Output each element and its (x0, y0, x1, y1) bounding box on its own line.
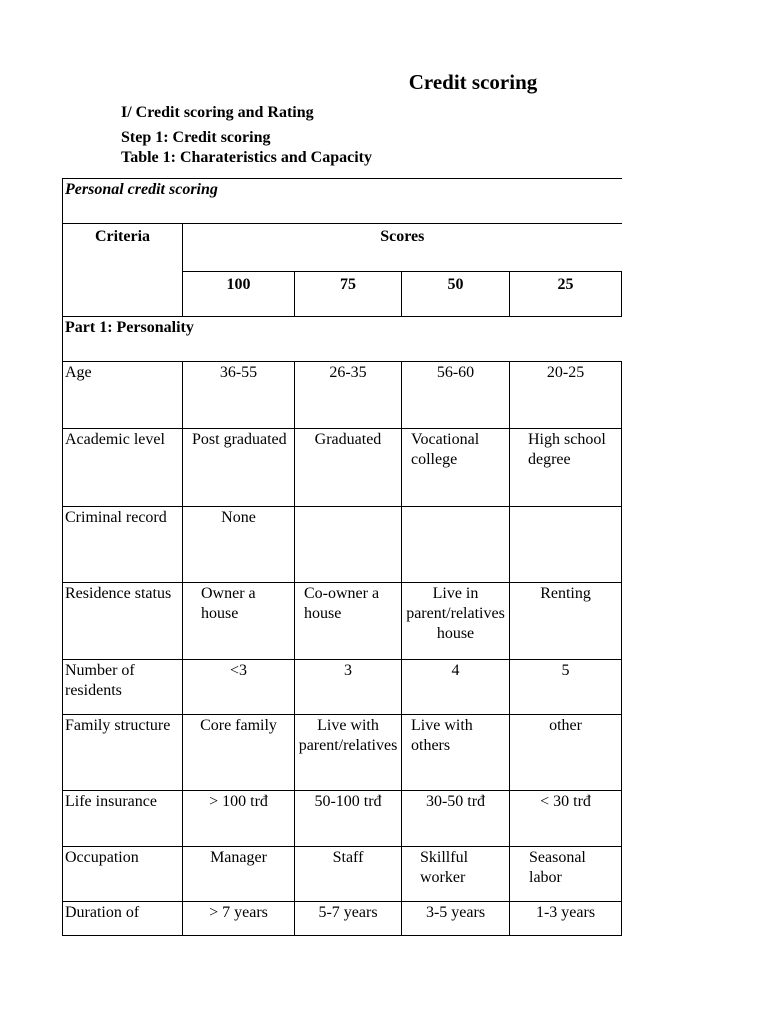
score-cell: > 7 years (183, 902, 295, 936)
table-row (63, 429, 622, 507)
table-header-row (63, 224, 622, 272)
part-title-row (63, 317, 622, 362)
score-cell (510, 507, 622, 583)
score-cell: None (183, 507, 295, 583)
table-row (63, 791, 622, 847)
score-cell: 26-35 (295, 362, 402, 429)
table-row (63, 362, 622, 429)
score-level-cell: 100 (183, 272, 295, 317)
score-cell: 50-100 trđ (295, 791, 402, 847)
score-cell (402, 507, 510, 583)
score-cell: 30-50 trđ (402, 791, 510, 847)
score-cell: Seasonal labor (510, 847, 622, 902)
score-cell: Owner a house (183, 583, 295, 660)
criterion-cell: Occupation (63, 847, 183, 902)
part-title-cell: Part 1: Personality (63, 317, 622, 362)
table-row (63, 660, 622, 715)
criterion-cell: Duration of (63, 902, 183, 936)
criterion-cell: Number of residents (63, 660, 183, 715)
score-cell: Vocational college (402, 429, 510, 507)
score-cell: < 30 trđ (510, 791, 622, 847)
score-cell: 36-55 (183, 362, 295, 429)
score-cell: Manager (183, 847, 295, 902)
score-cell: Live in parent/relatives house (402, 583, 510, 660)
score-cell: Renting (510, 583, 622, 660)
criterion-cell: Family structure (63, 715, 183, 791)
table-row (63, 715, 622, 791)
score-cell (295, 507, 402, 583)
criterion-cell: Life insurance (63, 791, 183, 847)
score-cell: > 100 trđ (183, 791, 295, 847)
table-row (63, 847, 622, 902)
criteria-header-cell: Criteria (63, 224, 183, 317)
table-row (63, 902, 622, 936)
score-cell: High school degree (510, 429, 622, 507)
table-row (63, 507, 622, 583)
table-row (63, 583, 622, 660)
score-cell: other (510, 715, 622, 791)
score-cell: 5 (510, 660, 622, 715)
table-section-row (63, 179, 622, 224)
score-cell: Live with others (402, 715, 510, 791)
score-cell: 5-7 years (295, 902, 402, 936)
score-level-cell: 25 (510, 272, 622, 317)
section-title-cell: Personal credit scoring (63, 179, 622, 224)
score-cell: Post graduated (183, 429, 295, 507)
criterion-cell: Residence status (63, 583, 183, 660)
score-cell: Core family (183, 715, 295, 791)
page-title: Credit scoring (408, 70, 538, 94)
score-cell: Staff (295, 847, 402, 902)
credit-scoring-table (62, 178, 622, 936)
score-cell: Live with parent/relatives (295, 715, 402, 791)
score-cell: Skillful worker (402, 847, 510, 902)
score-cell: 1-3 years (510, 902, 622, 936)
score-cell: 3-5 years (402, 902, 510, 936)
score-cell: 4 (402, 660, 510, 715)
criterion-cell: Academic level (63, 429, 183, 507)
section-heading: I/ Credit scoring and Rating (121, 104, 314, 121)
score-cell: 3 (295, 660, 402, 715)
criterion-cell: Age (63, 362, 183, 429)
step-heading: Step 1: Credit scoring (121, 129, 271, 146)
table-caption: Table 1: Charateristics and Capacity (121, 149, 372, 166)
score-cell: 20-25 (510, 362, 622, 429)
score-level-cell: 50 (402, 272, 510, 317)
scores-header-cell: Scores (183, 224, 622, 272)
score-cell: Co-owner a house (295, 583, 402, 660)
score-level-cell: 75 (295, 272, 402, 317)
score-cell: Graduated (295, 429, 402, 507)
score-cell: <3 (183, 660, 295, 715)
criterion-cell: Criminal record (63, 507, 183, 583)
score-cell: 56-60 (402, 362, 510, 429)
